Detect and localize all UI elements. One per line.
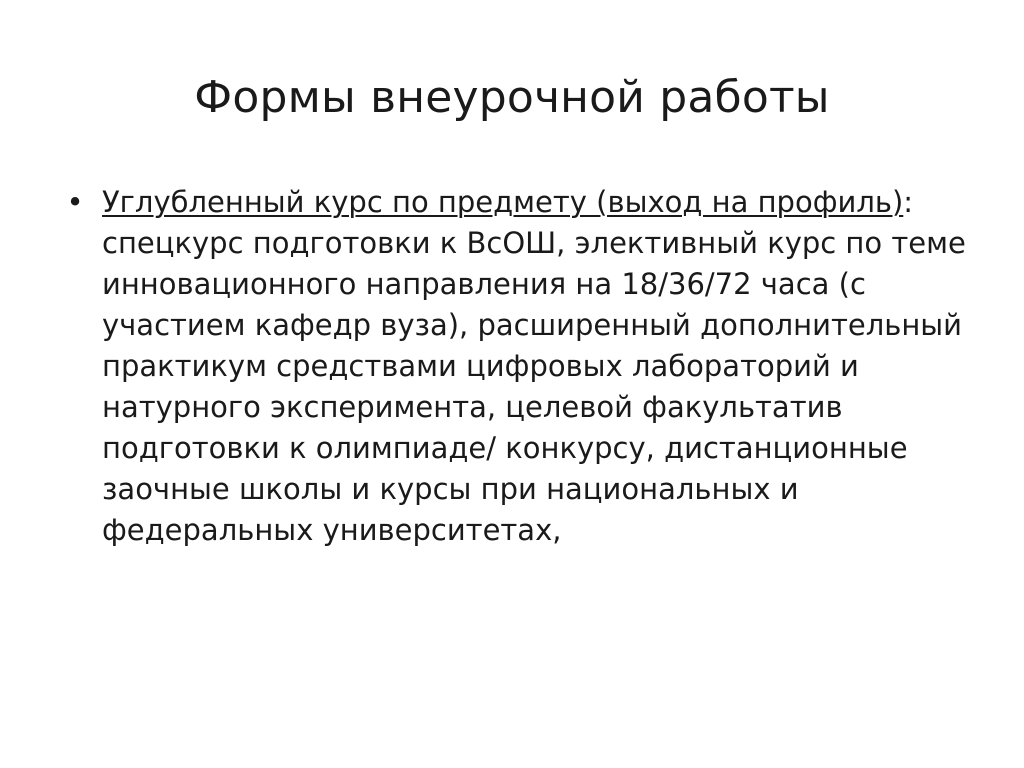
bullet-item xyxy=(60,182,970,551)
bullet-text: : спецкурс подготовки к ВсОШ, элективный курс по теме инновационного направления на 18/36/72 часа (с участием кафедр вуза), расширенный дополнительный практикум средствами цифровых лабораторий и натурного эксперимента, целевой факультатив подготовки к олимпиаде/ конкурсу, дистанционные заочные школы и курсы при национальных и федеральных университетах, xyxy=(102,185,966,547)
bullet-marker: • xyxy=(66,185,84,219)
slide-title: Формы внеурочной работы xyxy=(194,72,830,123)
bullet-list xyxy=(60,182,970,551)
bullet-underlined-text: Углубленный курс по предмету (выход на профиль) xyxy=(102,185,904,219)
